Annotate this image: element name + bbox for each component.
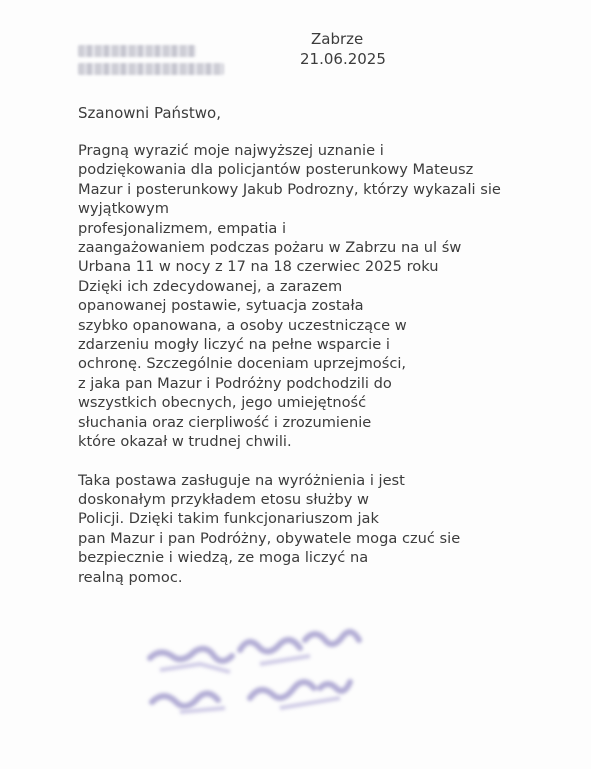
- paragraph-1-line: podziękowania dla policjantów posterunkowy Mateusz: [78, 161, 474, 179]
- paragraph-1-line: z jaka pan Mazur i Podróżny podchodzili do: [78, 374, 392, 392]
- paragraph-2-line: Policji. Dzięki takim funkcjonariuszom jak: [78, 510, 379, 528]
- paragraph-2-line: doskonałym przykładem etosu służby w: [78, 490, 369, 508]
- paragraph-1-line: zdarzeniu mogły liczyć na pełne wsparcie i: [78, 336, 390, 354]
- signature-redacted: [140, 620, 385, 730]
- sender-block-redacted: [78, 45, 228, 81]
- paragraph-1-line: wyjątkowym: [78, 200, 169, 218]
- paragraph-1-line: Pragną wyrazić moje najwyższej uznanie i: [78, 142, 384, 159]
- letter-body: [78, 141, 548, 587]
- paragraph-1-line: które okazał w trudnej chwili.: [78, 433, 292, 451]
- paragraph-2-line: realną pomoc.: [78, 568, 183, 586]
- paragraph-1-line: słuchania oraz cierpliwość i zrozumienie: [78, 413, 372, 431]
- paragraph-1-line: wszystkich obecnych, jego umiejętność: [78, 394, 367, 412]
- paragraph-1-line: Dzięki ich zdecydowanej, a zarazem: [78, 277, 343, 295]
- paragraph-1-line: opanowanej postawie, sytuacja została: [78, 297, 364, 315]
- paragraph-1-line: zaangażowaniem podczas pożaru w Zabrzu na ul św: [78, 239, 462, 257]
- redacted-sender-address: [78, 63, 224, 75]
- paragraph-1-line: szybko opanowana, a osoby uczestniczące w: [78, 316, 407, 334]
- paragraph-gap: [78, 452, 548, 471]
- greeting: Szanowni Państwo,: [78, 104, 221, 122]
- handwritten-signature-icon: [140, 620, 385, 730]
- paragraph-2-line: Taka postawa zasługuje na wyróżnienia i jest: [78, 471, 405, 489]
- paragraph-2-line: bezpiecznie i wiedzą, ze moga liczyć na: [78, 549, 369, 567]
- place-date-block: [300, 29, 386, 69]
- redacted-sender-name: [78, 45, 196, 57]
- paragraph-1-line: profesjonalizmem, empatia i: [78, 219, 287, 237]
- paragraph-1-line: ochronę. Szczególnie doceniam uprzejmości,: [78, 355, 407, 373]
- date: 21.06.2025: [300, 50, 386, 68]
- paragraph-1-line: Urbana 11 w nocy z 17 na 18 czerwiec 2025 roku: [78, 258, 439, 276]
- place: Zabrze: [311, 30, 364, 48]
- paragraph-1-line: Mazur i posterunkowy Jakub Podrozny, którzy wykazali sie: [78, 180, 501, 198]
- paragraph-2-line: pan Mazur i pan Podróżny, obywatele moga czuć sie: [78, 529, 461, 547]
